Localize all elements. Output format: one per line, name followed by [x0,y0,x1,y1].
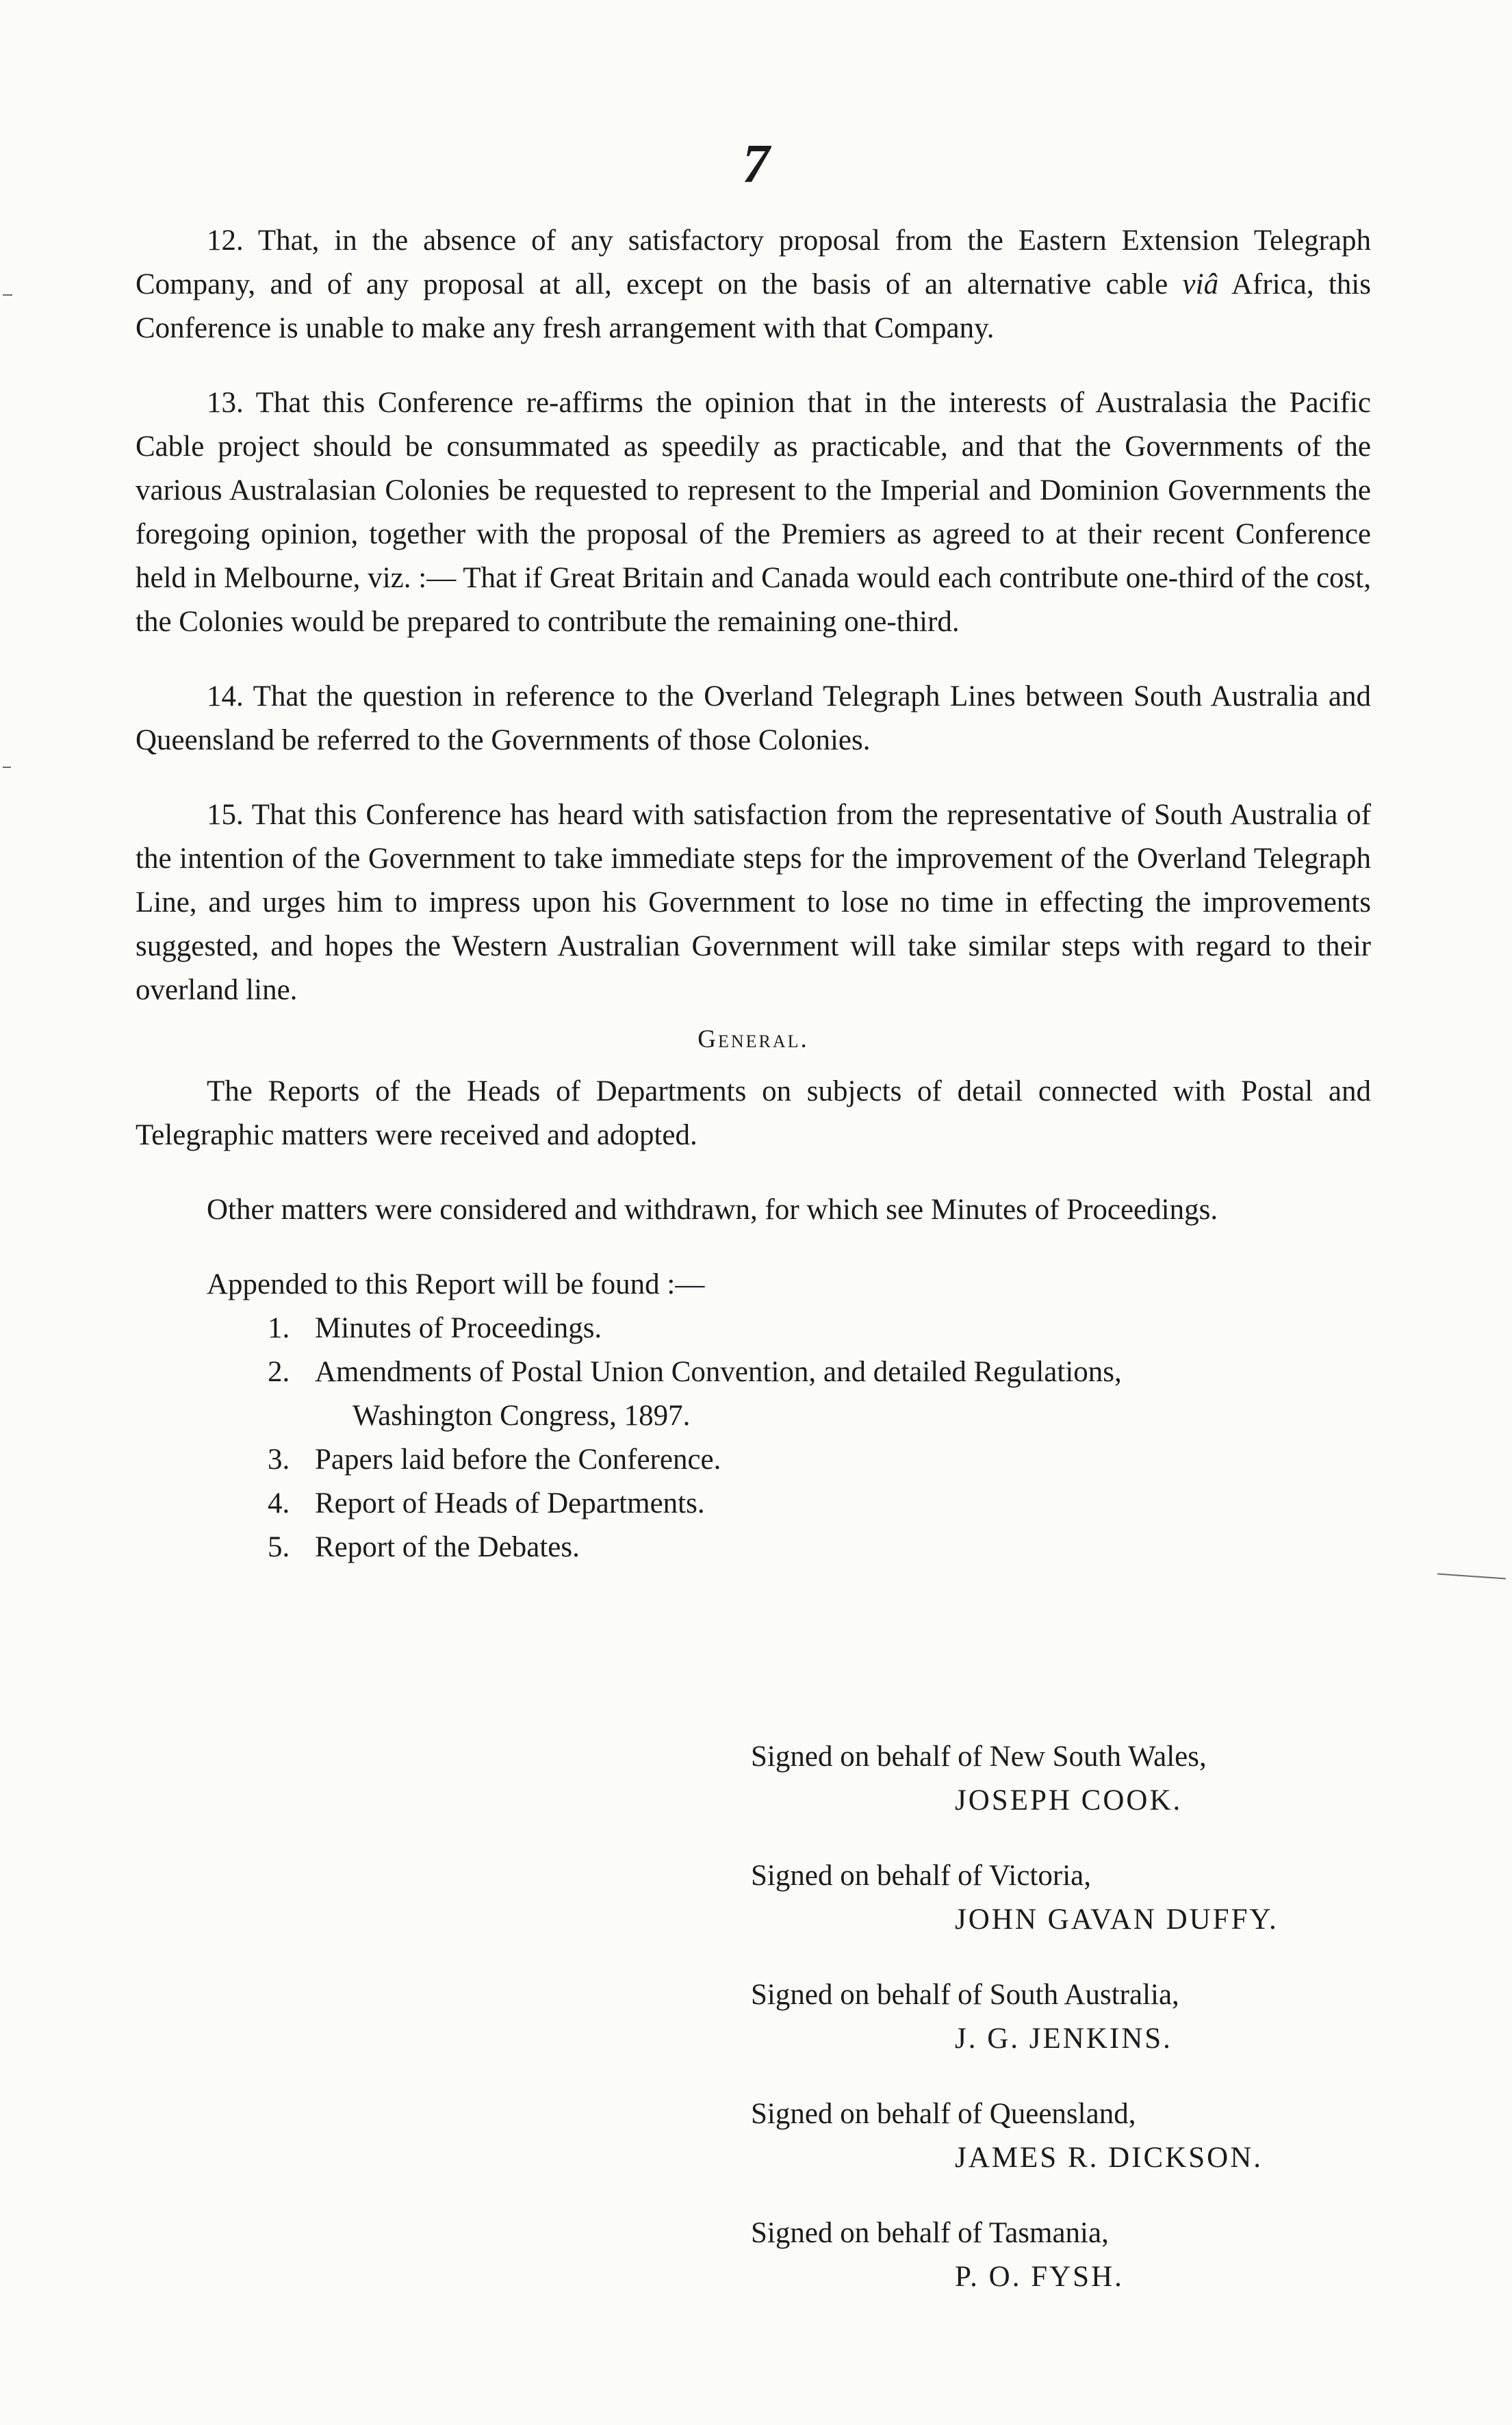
list-item [268,1482,1371,1526]
resolution-14: 14. That the question in reference to the Overland Telegraph Lines between South Australia and Queensland be referred to the Governments of those Colonies. [136,680,1371,756]
list-item-number: 2. [268,1356,290,1388]
list-item-number: 5. [268,1531,290,1563]
margin-scan-mark [1437,1574,1506,1580]
resolution-12 [136,219,1371,350]
signatory-name: P. O. FYSH. [955,2261,1124,2293]
list-item-number: 4. [268,1487,290,1519]
appended-intro: Appended to this Report will be found :— [207,1268,705,1300]
general-paragraph-other-matters: Other matters were considered and withdrawn, for which see Minutes of Proceedings. [207,1194,1218,1226]
general-paragraph-reports: The Reports of the Heads of Departments on subjects of detail connected with Postal and Telegraphic matters were received and adopted. [136,1075,1371,1151]
signatory-name: JAMES R. DICKSON. [955,2142,1264,2174]
list-item-text: Minutes of Proceedings. [315,1312,602,1344]
signatory-name: JOHN GAVAN DUFFY. [955,1903,1279,1936]
general-heading: General. [697,1025,809,1053]
signature-south-australia [0,1973,1512,2061]
signatory-name: J. G. JENKINS. [955,2023,1173,2055]
list-item [268,1526,1371,1569]
list-item-text: Papers laid before the Conference. [315,1444,721,1476]
list-item-text-wrapper [315,1350,1371,1438]
page-number: 7 [742,134,770,194]
list-item [268,1307,1371,1350]
margin-scan-mark [3,767,11,768]
signature-tasmania [0,2211,1512,2299]
list-item-text: Report of Heads of Departments. [315,1487,705,1519]
list-item-number: 1. [268,1312,290,1344]
signatory-name: JOSEPH COOK. [955,1784,1183,1817]
signature-line: Signed on behalf of Tasmania, [751,2217,1109,2249]
list-item [268,1438,1371,1482]
signature-victoria [0,1854,1512,1942]
signature-line: Signed on behalf of Victoria, [751,1860,1091,1892]
margin-scan-mark [3,294,12,296]
signature-queensland [0,2092,1512,2180]
list-item-number: 3. [268,1444,290,1476]
document-body [136,219,1371,1597]
signatures [0,1735,1512,2331]
resolution-15: 15. That this Conference has heard with satisfaction from the representative of South Australia of the intention of the Government to take immediate steps for the improvement of the Overland Telegraph Line, and urges him to impress upon his Government to lose no time in effecting the improvements suggested, and hopes the Western Australian Government will take similar steps with regard to their overland line. [136,799,1371,1006]
list-item-continuation: Washington Congress, 1897. [353,1400,691,1432]
list-item-text: Amendments of Postal Union Convention, and detailed Regulations, [315,1356,1122,1388]
list-item-text: Report of the Debates. [315,1531,580,1563]
appendix-list [136,1307,1371,1569]
signature-line: Signed on behalf of Queensland, [751,2098,1136,2130]
resolution-12-text-b: Africa, this Conference is unable to make any fresh arrangement with that Company. [136,268,1371,344]
list-item [268,1350,1371,1438]
resolution-13: 13. That this Conference re-affirms the opinion that in the interests of Australasia the Pacific Cable project should be consummated as speedily as practicable, and that the Governments of the various Australasian Colonies be requested to represent to the Imperial and Dominion Governments the foregoing opinion, together with the proposal of the Premiers as agreed to at their recent Conference held in Melbourne, viz. :— That if Great Britain and Canada would each contribute one-third of the cost, the Colonies would be prepared to contribute the remaining one-third. [136,387,1371,638]
signature-line: Signed on behalf of South Australia, [751,1979,1179,2011]
resolution-12-italic-via: viâ [1182,268,1219,300]
signature-line: Signed on behalf of New South Wales, [751,1741,1207,1773]
signature-new-south-wales [0,1735,1512,1823]
resolution-12-text-a: 12. That, in the absence of any satisfactory proposal from the Eastern Extension Telegraph Company, and of any proposal at all, except on the basis of an alternative cable [136,224,1371,300]
